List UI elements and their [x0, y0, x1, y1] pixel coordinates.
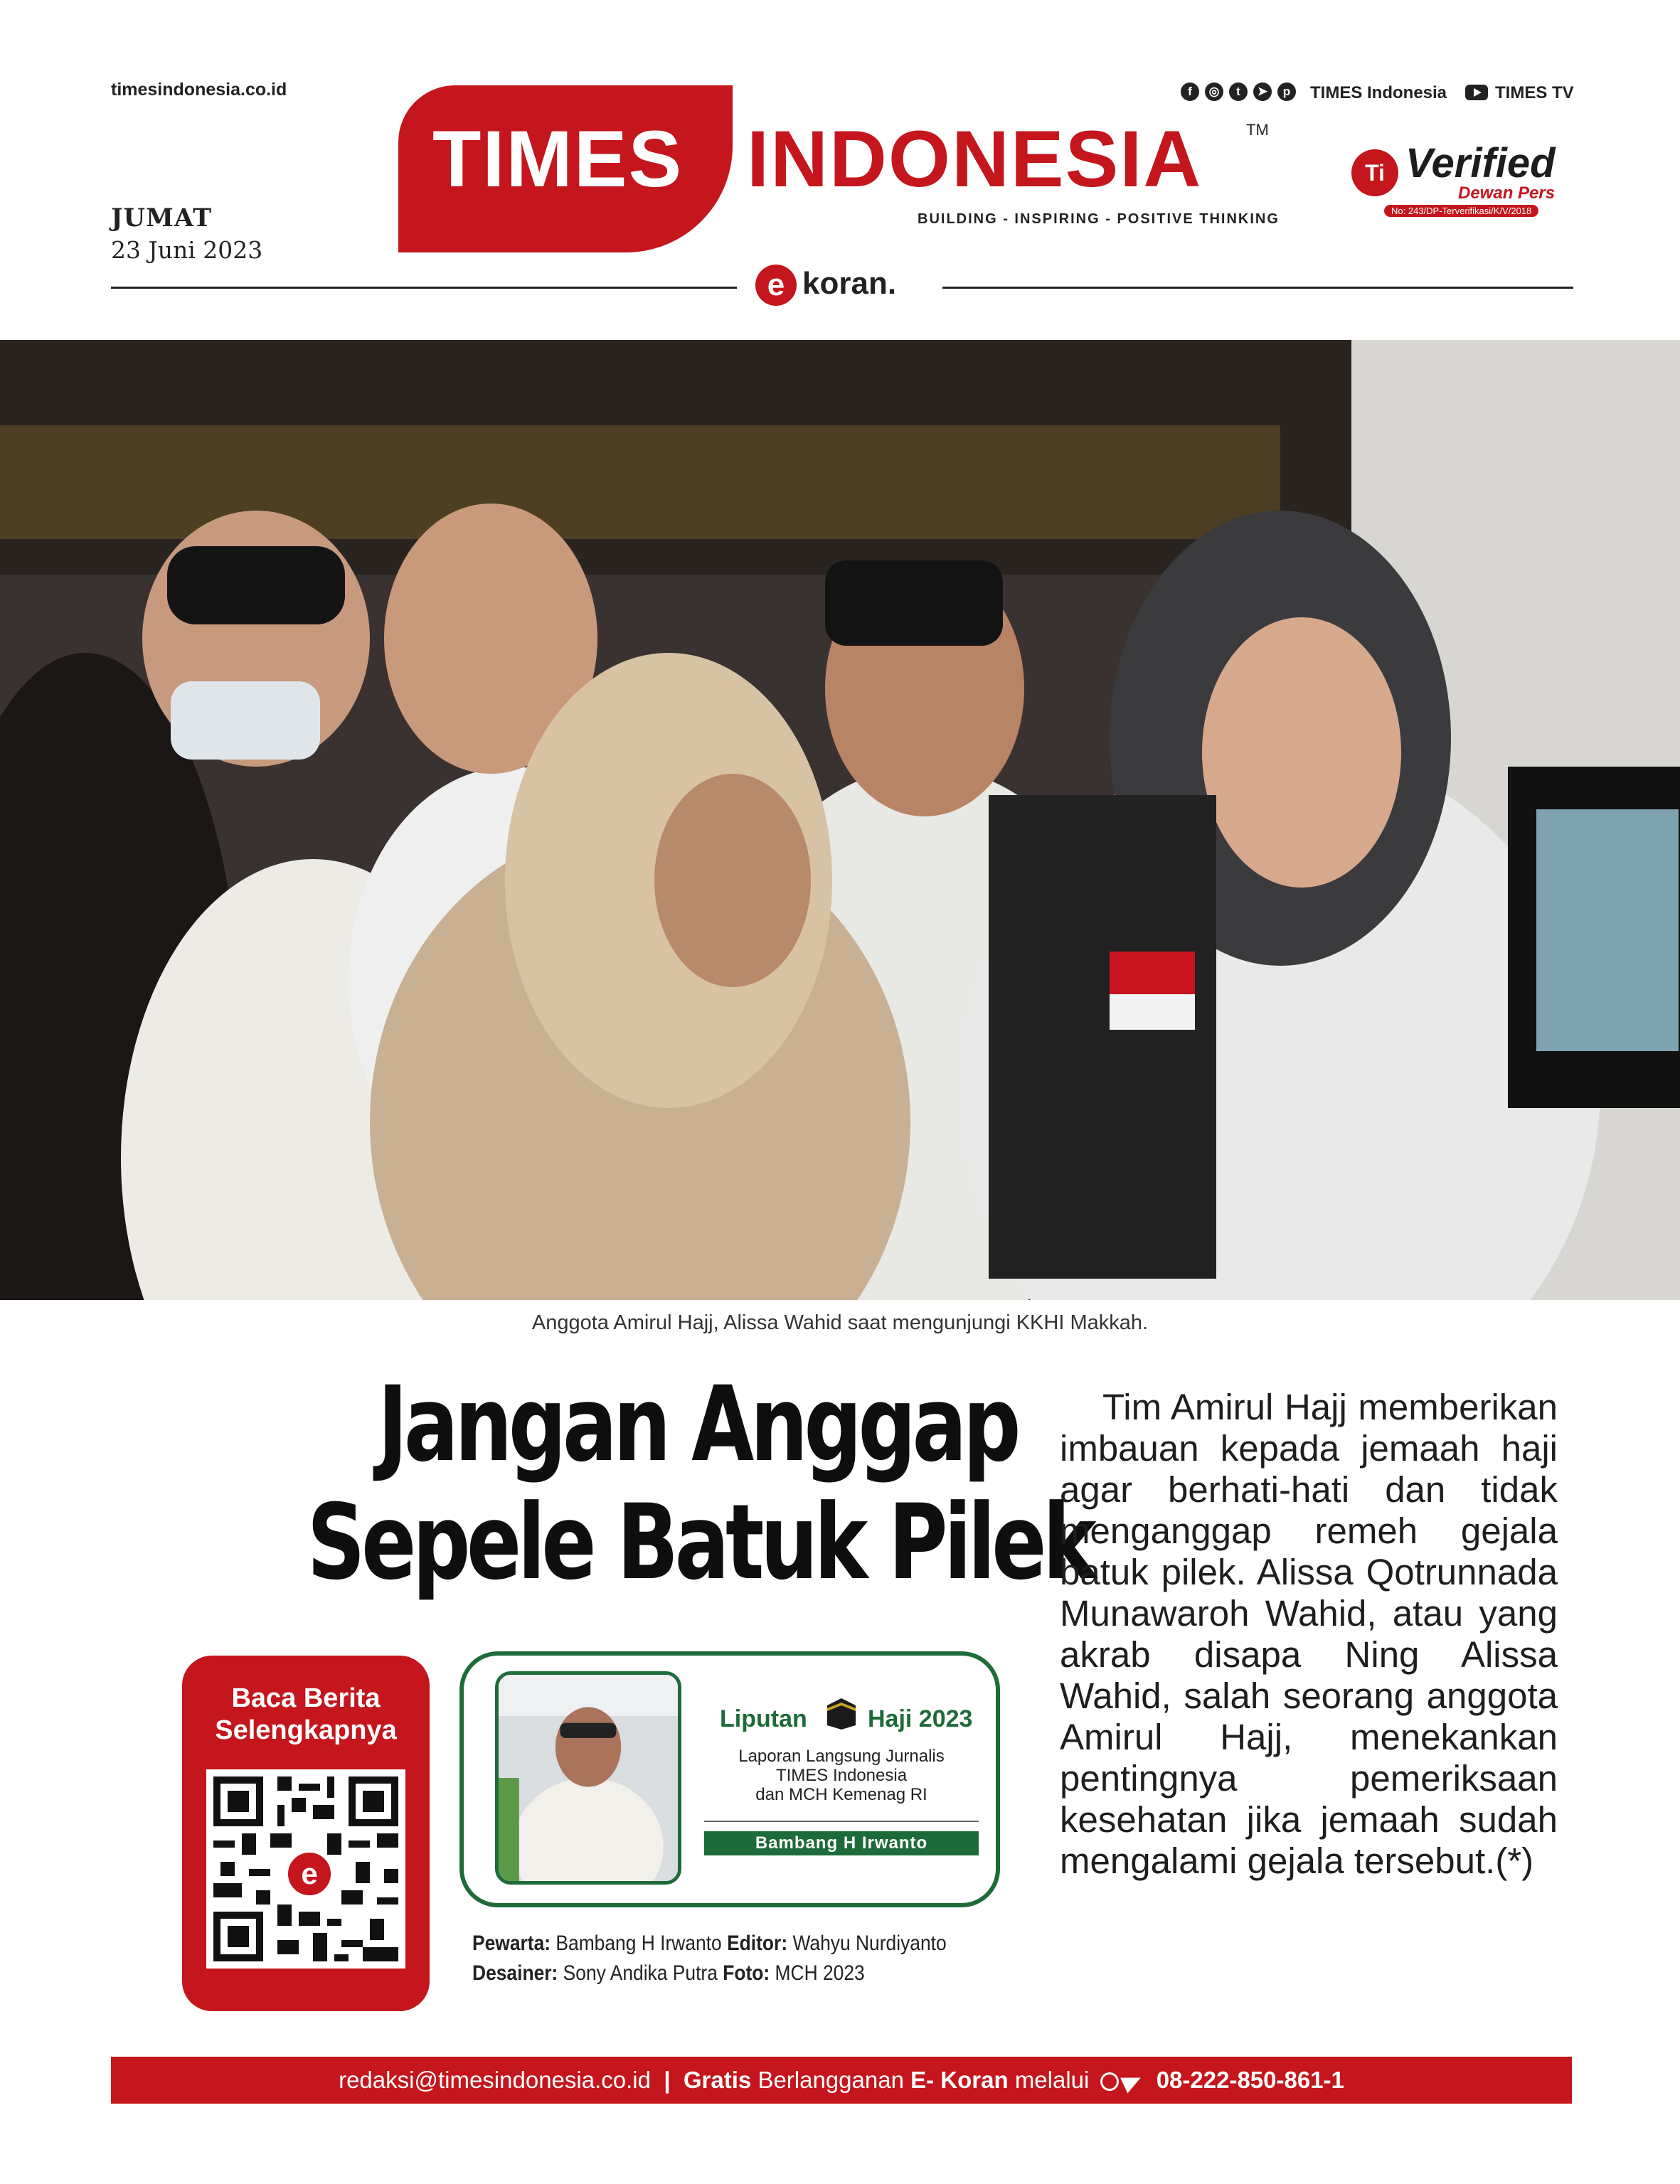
headline-line-2: Sepele Batuk Pilek — [307, 1482, 1093, 1603]
ekoran-qr-center-icon: e — [285, 1849, 334, 1899]
social-icons — [1181, 82, 1296, 101]
telegram-icon[interactable]: ➤ — [1253, 82, 1272, 101]
article-body: Tim Amirul Hajj memberikan imbauan kepada jemaah haji agar berhati-hati dan tidak menganggap remeh gejala batuk pilek. Alissa Qotrunnada Munawaroh Wahid, atau yang akrab disapa Ning Alissa Wahid, salah seorang anggota Amirul Hajj, menekankan pentingnya pemeriksaan kesehatan jika jemaah sudah mengalami gejala tersebut.(*) — [1060, 1387, 1558, 1881]
liputan-subtitle — [704, 1747, 979, 1804]
telegram-icon[interactable] — [1120, 2070, 1144, 2094]
pewarta-name: Bambang H Irwanto — [555, 1932, 722, 1955]
foto-credit: MCH 2023 — [775, 1961, 865, 1985]
credits — [472, 1929, 947, 1988]
footer-phone[interactable]: 08-222-850-861-1 — [1156, 2067, 1344, 2093]
main-photo — [0, 340, 1680, 1300]
pewarta-label: Pewarta: — [472, 1932, 551, 1955]
headline — [307, 1364, 1093, 1603]
liputan-sub-3: dan MCH Kemenag RI — [755, 1785, 927, 1804]
footer-separator: | — [664, 2067, 671, 2093]
header-rule-left — [111, 287, 737, 289]
qr-title-line-1: Baca Berita — [231, 1683, 381, 1713]
photo-caption: Anggota Amirul Hajj, Alissa Wahid saat mengunjungi KKHI Makkah. — [531, 1311, 1149, 1334]
issue-date: 23 Juni 2023 — [111, 236, 263, 264]
liputan-title-right: Haji 2023 — [868, 1705, 973, 1732]
issue-day: JUMAT — [111, 203, 213, 233]
header-rule-right — [942, 287, 1573, 289]
verified-badge-icon: Ti — [1351, 149, 1398, 196]
editor-label: Editor: — [727, 1932, 788, 1955]
liputan-divider — [704, 1821, 979, 1822]
social-label[interactable]: TIMES Indonesia — [1310, 83, 1447, 102]
reporter-photo — [495, 1671, 681, 1885]
logo-word-indonesia: INDONESIA — [747, 114, 1203, 203]
trademark-mark: TM — [1246, 121, 1269, 139]
footer-ekoran: E- Koran — [910, 2067, 1009, 2093]
editor-name: Wahyu Nurdiyanto — [792, 1932, 947, 1955]
liputan-title-left: Liputan — [720, 1705, 807, 1732]
pinterest-icon[interactable]: p — [1277, 82, 1296, 101]
verified-number: No: 243/DP-Terverifikasi/K/V/2018 — [1384, 205, 1538, 217]
liputan-sub-2: TIMES Indonesia — [775, 1766, 908, 1785]
desainer-name: Sony Andika Putra — [563, 1961, 718, 1985]
footer-gratis: Gratis — [683, 2067, 752, 2093]
desainer-label: Desainer: — [472, 1961, 558, 1985]
site-url[interactable]: timesindonesia.co.id — [111, 80, 287, 100]
footer-text — [111, 2057, 1572, 2104]
qr-title-line-2: Selengkapnya — [215, 1715, 397, 1745]
verified-sub: Dewan Pers — [1458, 183, 1556, 203]
headline-line-1: Jangan Anggap — [377, 1364, 1017, 1485]
footer-berlangganan: Berlangganan — [757, 2067, 904, 2093]
logo-tagline: BUILDING - INSPIRING - POSITIVE THINKING — [918, 211, 1280, 227]
footer-email[interactable]: redaksi@timesindonesia.co.id — [339, 2067, 651, 2093]
qr-card-title — [182, 1683, 430, 1747]
liputan-sub-1: Laporan Langsung Jurnalis — [738, 1747, 945, 1766]
liputan-reporter-name: Bambang H Irwanto — [704, 1831, 979, 1855]
whatsapp-icon[interactable] — [1100, 2072, 1119, 2091]
facebook-icon[interactable]: f — [1181, 82, 1199, 101]
kaaba-icon — [824, 1695, 859, 1731]
ekoran-e-icon: e — [755, 265, 797, 306]
ekoran-word: koran. — [802, 266, 897, 301]
instagram-icon[interactable]: ◎ — [1205, 82, 1223, 101]
footer-melalui: melalui — [1014, 2067, 1090, 2093]
times-tv-label[interactable]: TIMES TV — [1495, 83, 1574, 102]
logo-word-times: TIMES — [432, 114, 684, 203]
foto-label: Foto: — [723, 1961, 770, 1985]
youtube-icon[interactable] — [1465, 85, 1488, 100]
twitter-icon[interactable]: t — [1229, 82, 1248, 101]
verified-word: Verified — [1405, 140, 1556, 186]
